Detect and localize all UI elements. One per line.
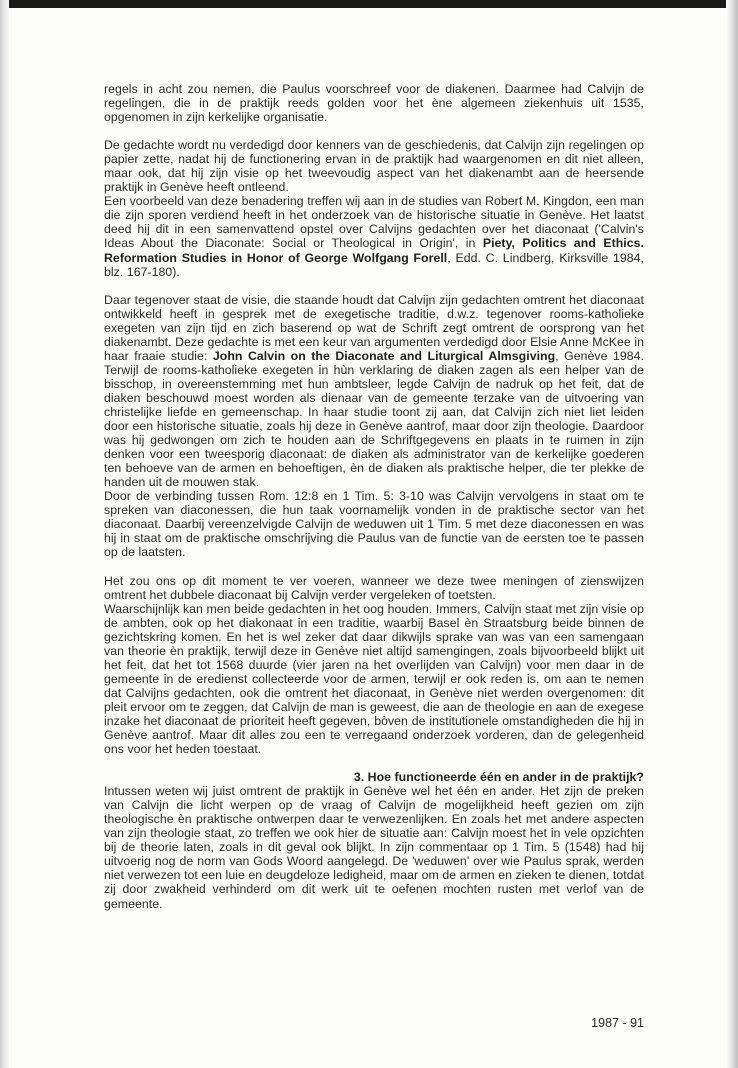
- paragraph-8: Intussen weten wij juist omtrent de praktijk in Genève wel het één en ander. Het zijn de preken van Calvijn die licht werpen op de vraag of Calvijn de mogelijkheid heeft gezien om zijn theologische èn praktische ontwerpen daar te verwezenlijken. En zoals het met andere aspecten van zijn theologie staat, zo treffen we ook hier de situatie aan: Calvijn moest het in vele opzichten bij de theorie laten, zoals in dit geval ook blijkt. In zijn commentaar op 1 Tim. 5 (1548) had hij uitvoerig nog de norm van Gods Woord aangelegd. De 'weduwen' over wie Paulus sprak, werden niet verwezen tot een luie en deugdeloze ledigheid, maar om de armen en zieken te dienen, totdat zij door zwakheid verhinderd om dit werk uit te oefenen mochten rusten met verlof van de gemeente.: [104, 784, 644, 911]
- book-title-calvin-diaconate: John Calvin on the Diaconate and Liturgical Almsgiving: [212, 348, 556, 363]
- paragraph-5: Door de verbinding tussen Rom. 12:8 en 1 Tim. 5: 3-10 was Calvijn vervolgens in staat om te spreken van diaconessen, die hun taak voornamelijk vonden in de praktische sector van het diaconaat. Daarbij vereenzelvigde Calvijn de weduwen uit 1 Tim. 5 met deze diaconessen en was hij in staat om de praktische omschrijving die Paulus van de functie van de eersten toe te passen op de laatsten.: [104, 489, 644, 560]
- book-title-piety-politics: Piety, Politics and Ethics. Reformation Studies in Honor of George Wolfgang Forell: [104, 236, 644, 265]
- page-number: 1987 - 91: [591, 1016, 644, 1030]
- scan-border-top: [0, 0, 738, 8]
- paragraph-6: Het zou ons op dit moment te ver voeren, wanneer we deze twee meningen of zienswijzen omtrent het dubbele diaconaat bij Calvijn verder vergeleken of toetsten.: [104, 573, 644, 602]
- paragraph-1: regels in acht zou nemen, die Paulus voorschreef voor de diakenen. Daarmee had Calvijn de regelingen, die in de praktijk reeds golden voor het ène algemeen ziekenhuis uit 1535, opgenomen in zijn kerkelijke organisatie.: [104, 82, 644, 125]
- paragraph-3-text-a: Een voorbeeld van deze benadering treffen wij aan in de studies van Robert M. Kingdon, een man die zijn sporen verdiend heeft in het onderzoek van de historische situatie in Genève. Het laatst deed hij dit in een samenvattend opstel over Calvijns gedachten over het diaconaat ('Calvin's Ideas About the Diaconate: Social or Theological in Origin', in: [104, 194, 644, 251]
- paragraph-7: Waarschijnlijk kan men beide gedachten in het oog houden. Immers, Calvijn staat met zijn visie op de ambten, ook op het diakonaat in een traditie, waarbij Basel èn Straatsburg beide binnen de gezichtskring komen. En het is wel zeker dat daar dikwijls sprake van was van een samengaan van theorie èn praktijk, terwijl deze in Genève niet altijd samengingen, zoals bijvoorbeeld blijkt uit het feit, dat het tot 1568 duurde (vier jaren na het overlijden van Calvijn) voor men daar in de gemeente in de eredienst collecteerde voor de armen, terwijl er ook reden is, om aan te nemen dat Calvijns gedachten, ook die omtrent het diaconaat, in Genève niet werden overgenomen: dit pleit ervoor om te zeggen, dat Calvijn de man is geweest, die aan de theologie en aan de exegese inzake het diaconaat de prioriteit heeft gegeven, bòven de institutionele omstandigheden die hij in Genève aantrof. Maar dit alles zou een te verregaand onderzoek vorderen, dan de gelegenheid ons voor het heden toestaat.: [104, 601, 644, 757]
- paragraph-4: [104, 293, 644, 490]
- paragraph-3: [104, 194, 644, 278]
- scan-shadow-right: [726, 0, 738, 1068]
- paragraph-4-text-a: Daar tegenover staat de visie, die staande houdt dat Calvijn zijn gedachten omtrent het diaconaat ontwikkeld heeft in gesprek met de exegetische traditie, d.w.z. tegenover rooms-katholieke exegeten van zijn tijd en zich baserend op wat de Schrift zegt omtrent de oorsprong van het diakenambt. Deze gedachte is met een keur van argumenten verdedigd door Elsie Anne McKee in haar fraaie studie:: [104, 292, 644, 363]
- scan-shadow-left: [0, 0, 9, 1068]
- section-heading: 3. Hoe functioneerde één en ander in de praktijk?: [353, 770, 644, 785]
- body-text: [104, 82, 644, 911]
- paragraph-3-text-b: , Edd. C. Lindberg, Kirksville 1984, blz. 167-180).: [104, 250, 645, 279]
- paragraph-2: De gedachte wordt nu verdedigd door kenners van de geschiedenis, dat Calvijn zijn regelingen op papier zette, nadat hij de functionering ervan in de praktijk had waargenomen en dit niet alleen, maar ook, dat hij zijn visie op het tweevoudig aspect van het diakenambt aan de heersende praktijk in Genève heeft ontleend.: [104, 138, 644, 195]
- paragraph-4-text-b: , Genève 1984. Terwijl de rooms-katholieke exegeten in hùn verklaring de diaken zagen als een helper van de bisschop, in overeenstemming met hun ambtsleer, legde Calvijn de nadruk op het feit, dat de diaken beschouwd moest worden als dienaar van de gemeente terzake van de uitvoering van christelijke liefde en gemeenschap. In haar studie toont zij aan, dat Calvijn zich niet liet leiden door een historische situatie, zoals hij deze in Genève aantrof, maar door zijn theologie. Daardoor was hij gedwongen om zich te houden aan de Schriftgegevens en plaats in te ruimen in zijn denken voor een tweesporig diaconaat: de diaken als administrator van de kerkelijke goederen ten behoeve van de armen en behoeftigen, èn de diaken als praktische helper, die ter plekke de handen uit de mouwen stak.: [104, 348, 644, 490]
